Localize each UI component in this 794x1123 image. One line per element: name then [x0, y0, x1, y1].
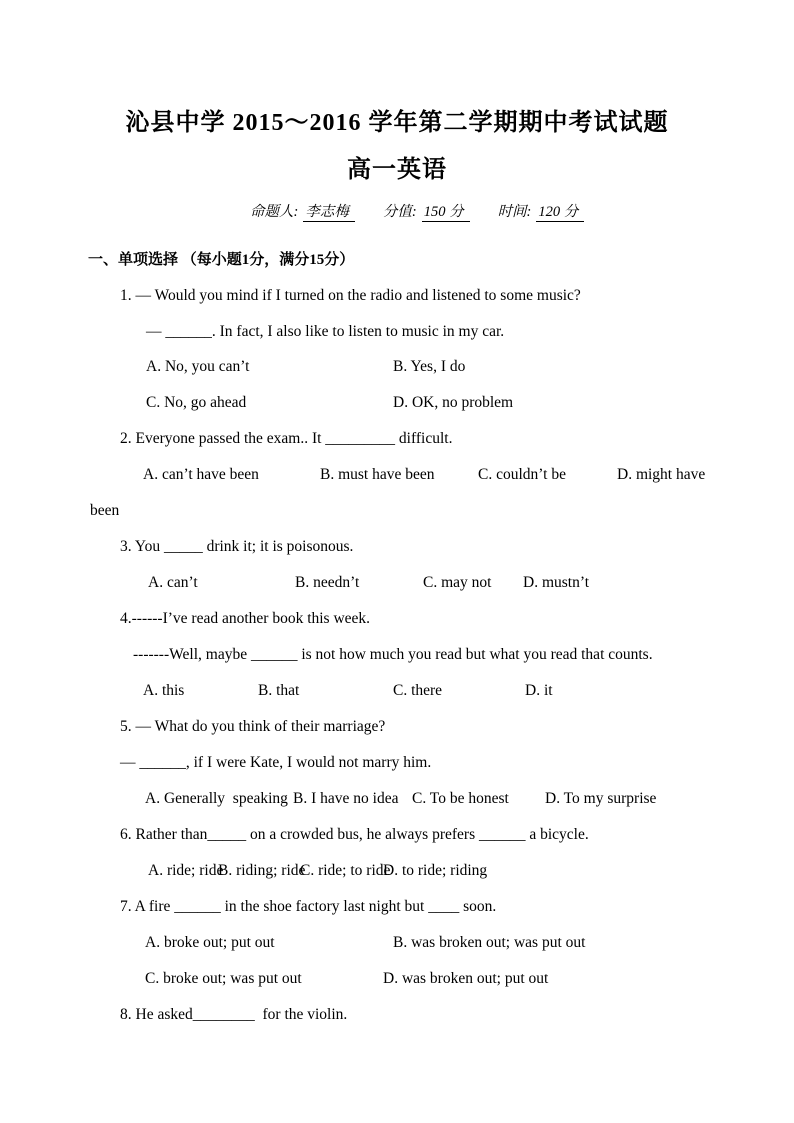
question-3-option-b: B. needn’t	[295, 574, 360, 591]
meta-time	[498, 200, 585, 222]
document-title: 沁县中学 2015～2016 学年第二学期期中考试试题	[125, 110, 669, 136]
section-header: 一、单项选择 （每小题1分，满分15分）	[88, 252, 355, 268]
question-1-stem-line-1: 1. — Would you mind if I turned on the radio and listened to some music?	[120, 287, 581, 304]
question-5-option-a: A. Generally speaking	[145, 790, 288, 807]
question-6-option-c: C. ride; to ride	[300, 862, 391, 879]
meta-time-label: 时间:	[497, 204, 532, 220]
meta-score	[383, 200, 470, 222]
question-2-option-c: C. couldn’t be	[478, 466, 566, 483]
question-6-option-a: A. ride; ride	[148, 862, 224, 879]
question-4-option-b: B. that	[258, 682, 300, 699]
question-6-stem: 6. Rather than_____ on a crowded bus, he always prefers ______ a bicycle.	[120, 826, 589, 843]
question-1-option-c: C. No, go ahead	[146, 394, 247, 411]
question-6-option-d: D. to ride; riding	[383, 862, 488, 879]
question-3-stem: 3. You _____ drink it; it is poisonous.	[120, 538, 354, 555]
meta-setter-label: 命题人:	[250, 204, 299, 220]
question-7-option-d: D. was broken out; put out	[383, 970, 549, 987]
question-3-option-d: D. mustn’t	[523, 574, 590, 591]
question-3-option-a: A. can’t	[148, 574, 198, 591]
meta-setter	[250, 200, 355, 222]
document-subtitle: 高一英语	[347, 157, 447, 183]
question-4-option-d: D. it	[525, 682, 553, 699]
question-5-stem-line-1: 5. — What do you think of their marriage?	[120, 718, 386, 735]
question-8-stem: 8. He asked________ for the violin.	[120, 1006, 348, 1023]
question-5-option-c: C. To be honest	[412, 790, 509, 807]
question-4-stem-line-1: 4.------I’ve read another book this week.	[120, 610, 371, 627]
question-7-option-a: A. broke out; put out	[145, 934, 275, 951]
question-2-option-d-overflow: been	[90, 502, 120, 519]
question-1-option-a: A. No, you can’t	[146, 358, 250, 375]
question-1-stem-line-2: — ______. In fact, I also like to listen to music in my car.	[146, 323, 505, 340]
meta-setter-value: 李志梅	[303, 200, 355, 222]
question-4-stem-line-2: -------Well, maybe ______ is not how much you read but what you read that counts.	[133, 646, 653, 663]
question-2-stem: 2. Everyone passed the exam.. It _________ difficult.	[120, 430, 453, 447]
question-1-option-d: D. OK, no problem	[393, 394, 514, 411]
question-6-option-b: B. riding; ride	[218, 862, 306, 879]
meta-score-label: 分值:	[382, 204, 417, 220]
question-7-option-c: C. broke out; was put out	[145, 970, 302, 987]
question-2-option-d: D. might have	[617, 466, 706, 483]
question-2-option-a: A. can’t have been	[143, 466, 259, 483]
question-2-option-b: B. must have been	[320, 466, 435, 483]
meta-time-value: 120 分	[536, 200, 584, 222]
meta-score-value: 150 分	[422, 200, 470, 222]
question-1-option-b: B. Yes, I do	[393, 358, 466, 375]
question-5-stem-line-2: — ______, if I were Kate, I would not marry him.	[120, 754, 432, 771]
exam-meta-line	[250, 200, 584, 222]
question-4-option-a: A. this	[143, 682, 185, 699]
question-3-option-c: C. may not	[423, 574, 492, 591]
question-5-option-d: D. To my surprise	[545, 790, 657, 807]
question-7-stem: 7. A fire ______ in the shoe factory last night but ____ soon.	[120, 898, 497, 915]
question-5-option-b: B. I have no idea	[293, 790, 399, 807]
question-4-option-c: C. there	[393, 682, 443, 699]
question-7-option-b: B. was broken out; was put out	[393, 934, 586, 951]
